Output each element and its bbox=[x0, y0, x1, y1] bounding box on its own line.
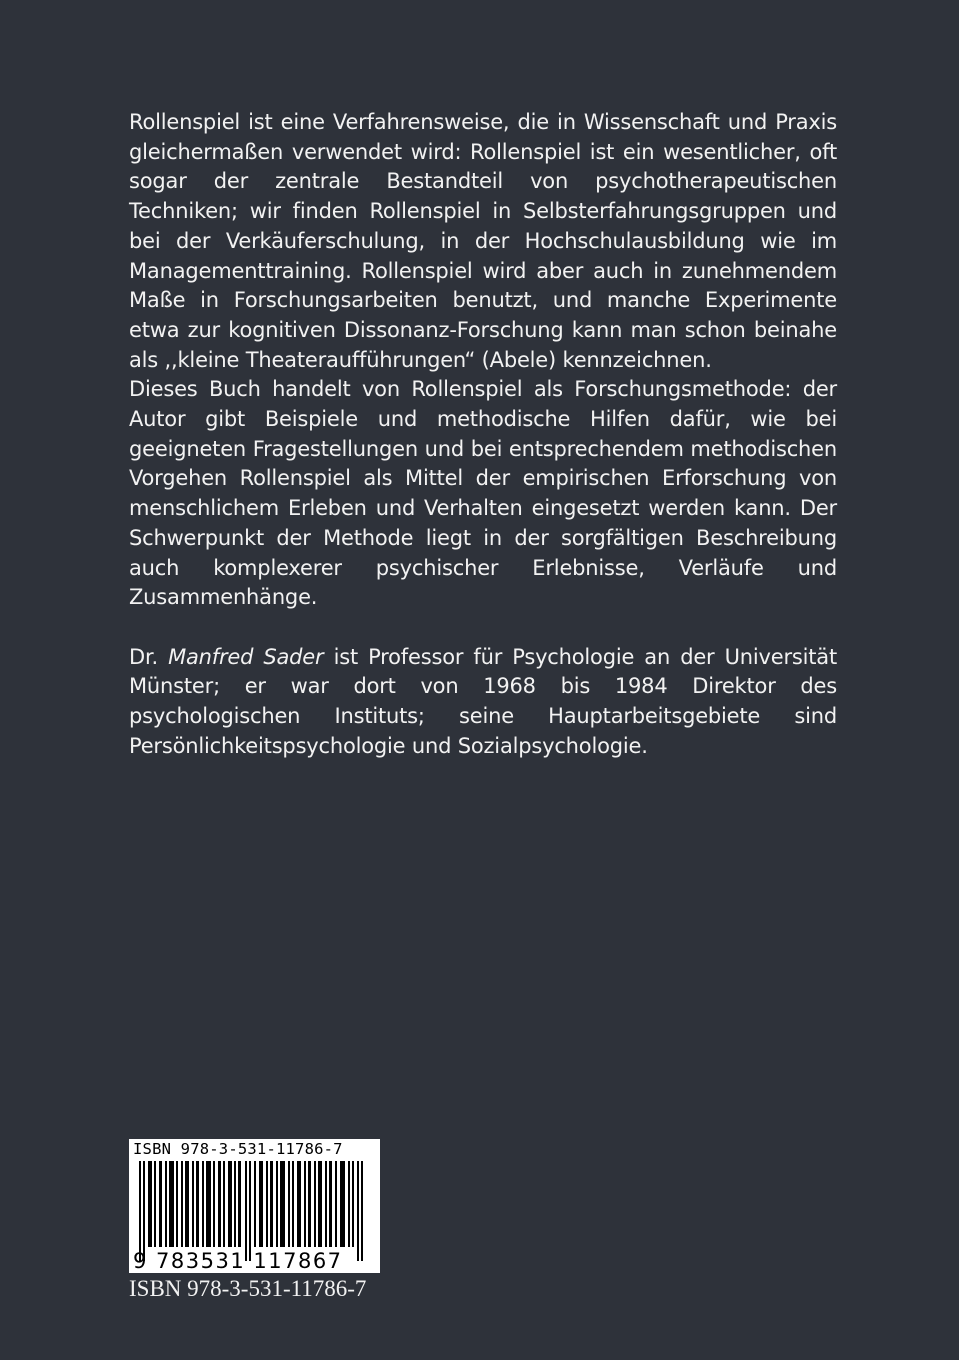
barcode-isbn-label: ISBN 978-3-531-11786-7 bbox=[133, 1140, 343, 1158]
isbn-printed: ISBN 978-3-531-11786-7 bbox=[129, 1276, 367, 1301]
author-prefix: Dr. bbox=[129, 644, 169, 669]
author-name: Manfred Sader bbox=[168, 644, 324, 669]
barcode bbox=[129, 1139, 380, 1273]
barcode-digits: 9 783531 117867 bbox=[133, 1249, 343, 1273]
author-bio bbox=[129, 643, 837, 762]
author-bio-text: ist Professor für Psychologie an der Universität Münster; er war dort von 1968 bis 1984 Direktor des psychologischen Instituts; seine Hauptarbeitsgebiete sind Persönlichkeitspsychologie und Sozialpsychologie. bbox=[129, 644, 837, 758]
back-cover-text bbox=[129, 108, 837, 761]
description-paragraph-2: Dieses Buch handelt von Rollenspiel als Forschungsmethode: der Autor gibt Beispiele und methodische Hilfen dafür, wie bei geeigneten Fragestellungen und bei entsprechendem methodischen Vorgehen Rollenspiel als Mittel der empirischen Erforschung von menschlichem Erleben und Verhalten eingesetzt werden kann. Der Schwerpunkt der Methode liegt in der sorgfältigen Beschreibung auch komplexerer psychischer Erlebnisse, Verläufe und Zusammenhänge. bbox=[129, 377, 837, 610]
description-paragraph-1: Rollenspiel ist eine Verfahrensweise, die in Wissenschaft und Praxis gleichermaßen verwendet wird: Rollenspiel ist ein wesentlicher, oft sogar der zentrale Bestandteil von psychotherapeutischen Techniken; wir finden Rollenspiel in Selbsterfahrungsgruppen und bei der Verkäuferschulung, in der Hochschulausbildung wie im Managementtraining. Rollenspiel wird aber auch in zunehmendem Maße in Forschungsarbeiten benutzt, und manche Experimente etwa zur kognitiven Dissonanz-Forschung kann man schon beinahe als ,,kleine Theateraufführungen“ (Abele) kennzeichnen. bbox=[129, 110, 837, 372]
